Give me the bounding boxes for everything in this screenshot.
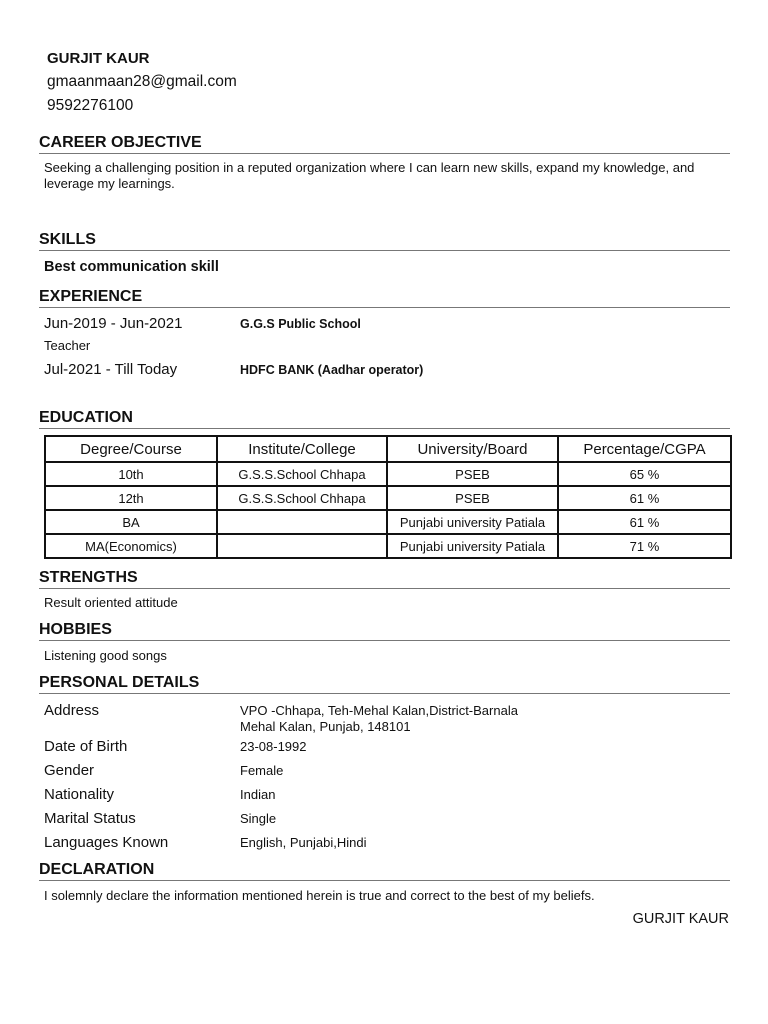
languages-label: Languages Known [44, 834, 169, 851]
table-header-row [45, 436, 731, 462]
table-row [45, 486, 731, 510]
nationality-label: Nationality [44, 786, 115, 803]
column-header: Percentage/CGPA [558, 436, 731, 462]
column-header: University/Board [387, 436, 558, 462]
column-header: Degree/Course [45, 436, 217, 462]
education-table [44, 435, 732, 559]
hobbies-text: Listening good songs [44, 648, 167, 663]
experience-heading: EXPERIENCE [39, 288, 730, 308]
table-cell: G.S.S.School Chhapa [217, 462, 387, 486]
dob-label: Date of Birth [44, 738, 128, 755]
declaration-heading: DECLARATION [39, 861, 730, 881]
personal-details-heading: PERSONAL DETAILS [39, 674, 730, 694]
skills-heading: SKILLS [39, 231, 730, 251]
address-value [240, 703, 518, 735]
skill-item: Best communication skill [44, 259, 219, 275]
table-row [45, 462, 731, 486]
address-line: Mehal Kalan, Punjab, 148101 [240, 719, 411, 734]
table-cell: 10th [45, 462, 217, 486]
email-text: gmaanmaan28@gmail.com [47, 73, 237, 90]
table-cell: Punjabi university Patiala [387, 510, 558, 534]
candidate-name: GURJIT KAUR [47, 50, 150, 67]
table-cell: G.S.S.School Chhapa [217, 486, 387, 510]
table-cell: 71 % [558, 534, 731, 558]
languages-value: English, Punjabi,Hindi [240, 835, 367, 850]
column-header: Institute/College [217, 436, 387, 462]
career-objective-heading: CAREER OBJECTIVE [39, 134, 730, 154]
address-line: VPO -Chhapa, Teh-Mehal Kalan,District-Barnala [240, 703, 518, 718]
table-cell: PSEB [387, 486, 558, 510]
table-cell [217, 534, 387, 558]
table-cell: MA(Economics) [45, 534, 217, 558]
declaration-text: I solemnly declare the information mentioned herein is true and correct to the best of my beliefs. [44, 888, 595, 903]
table-cell: BA [45, 510, 217, 534]
gender-label: Gender [44, 762, 95, 779]
table-cell: 61 % [558, 486, 731, 510]
table-cell: 12th [45, 486, 217, 510]
experience-organization: HDFC BANK (Aadhar operator) [240, 363, 424, 377]
address-label: Address [44, 702, 100, 719]
phone-text: 9592276100 [47, 97, 134, 114]
hobbies-heading: HOBBIES [39, 621, 730, 641]
experience-organization: G.G.S Public School [240, 317, 361, 331]
table-cell: PSEB [387, 462, 558, 486]
table-row [45, 534, 731, 558]
marital-status-value: Single [240, 811, 277, 826]
dob-value: 23-08-1992 [240, 739, 307, 754]
experience-dates: Jun-2019 - Jun-2021 [44, 315, 183, 332]
experience-dates: Jul-2021 - Till Today [44, 361, 178, 378]
table-cell: Punjabi university Patiala [387, 534, 558, 558]
table-cell: 61 % [558, 510, 731, 534]
nationality-value: Indian [240, 787, 276, 802]
table-row [45, 510, 731, 534]
gender-value: Female [240, 763, 284, 778]
strengths-text: Result oriented attitude [44, 595, 178, 610]
table-cell: 65 % [558, 462, 731, 486]
signature-name: GURJIT KAUR [632, 911, 729, 927]
table-cell [217, 510, 387, 534]
strengths-heading: STRENGTHS [39, 569, 730, 589]
education-heading: EDUCATION [39, 409, 730, 429]
marital-status-label: Marital Status [44, 810, 136, 827]
experience-role: Teacher [44, 338, 91, 353]
career-objective-text: Seeking a challenging position in a reputed organization where I can learn new skills, expand my knowledge, and leverage my learnings. [44, 160, 695, 191]
